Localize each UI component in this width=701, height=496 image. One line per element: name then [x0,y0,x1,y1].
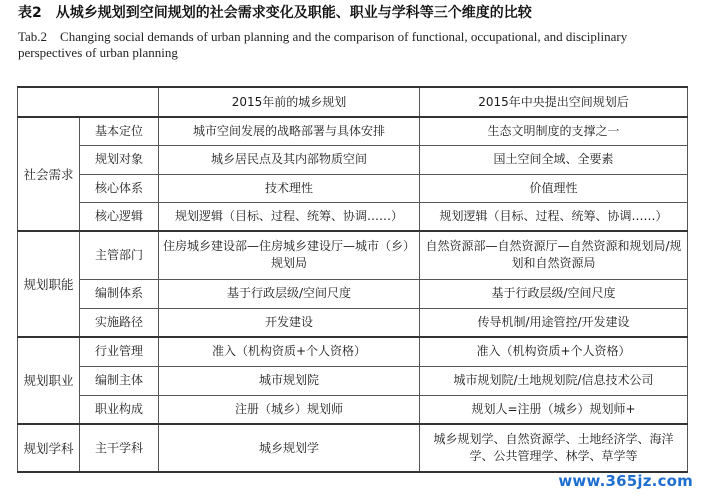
cell-before: 基于行政层级/空间尺度 [159,279,420,308]
cell-after: 生态文明制度的支撑之一 [420,117,688,145]
row-label: 编制体系 [80,279,159,308]
cell-before: 城乡居民点及其内部物质空间 [159,145,420,174]
cell-before: 技术理性 [159,174,420,202]
comparison-table [17,86,688,473]
cell-before: 城市规划院 [159,366,420,395]
table-row [18,231,688,279]
cell-before: 开发建设 [159,308,420,337]
row-label: 编制主体 [80,366,159,395]
table-row [18,279,688,308]
header-before-2015: 2015年前的城乡规划 [159,87,420,117]
cell-before: 规划逻辑（目标、过程、统筹、协调……） [159,202,420,231]
group-planning-function: 规划职能 [18,231,80,337]
group-planning-occupation: 规划职业 [18,337,80,424]
table-row [18,424,688,472]
cell-after: 基于行政层级/空间尺度 [420,279,688,308]
table-title-english: Tab.2 Changing social demands of urban planning and the comparison of functional, occupational, and disciplinary perspectives of urban planning [18,29,628,60]
cell-after: 准入（机构资质+个人资格） [420,337,688,366]
table-row [18,366,688,395]
row-label: 核心体系 [80,174,159,202]
cell-after: 国土空间全域、全要素 [420,145,688,174]
cell-after: 传导机制/用途管控/开发建设 [420,308,688,337]
row-label: 实施路径 [80,308,159,337]
table-header-row [18,87,688,117]
cell-before: 准入（机构资质+个人资格） [159,337,420,366]
table-row [18,202,688,231]
row-label: 主管部门 [80,231,159,279]
row-label: 规划对象 [80,145,159,174]
group-social-demand: 社会需求 [18,117,80,231]
site-watermark: www.365jz.com [558,472,693,490]
header-blank-cell [18,87,159,117]
table-row [18,117,688,145]
table-row [18,308,688,337]
row-label: 行业管理 [80,337,159,366]
table-row [18,174,688,202]
cell-before: 城市空间发展的战略部署与具体安排 [159,117,420,145]
table-title-chinese: 表2 从城乡规划到空间规划的社会需求变化及职能、职业与学科等三个维度的比较 [18,5,532,21]
cell-after: 规划人=注册（城乡）规划师+ [420,395,688,424]
cell-before: 住房城乡建设部—住房城乡建设厅—城市（乡）规划局 [159,231,420,279]
cell-after: 城乡规划学、自然资源学、土地经济学、海洋学、公共管理学、林学、草学等 [420,424,688,472]
group-planning-discipline: 规划学科 [18,424,80,472]
cell-before: 城乡规划学 [159,424,420,472]
header-after-2015: 2015年中央提出空间规划后 [420,87,688,117]
cell-after: 自然资源部—自然资源厅—自然资源和规划局/规划和自然资源局 [420,231,688,279]
table-row [18,145,688,174]
cell-before: 注册（城乡）规划师 [159,395,420,424]
row-label: 核心逻辑 [80,202,159,231]
table-row [18,337,688,366]
row-label: 主干学科 [80,424,159,472]
row-label: 职业构成 [80,395,159,424]
cell-after: 城市规划院/土地规划院/信息技术公司 [420,366,688,395]
cell-after: 规划逻辑（目标、过程、统筹、协调……） [420,202,688,231]
table-row [18,395,688,424]
row-label: 基本定位 [80,117,159,145]
cell-after: 价值理性 [420,174,688,202]
